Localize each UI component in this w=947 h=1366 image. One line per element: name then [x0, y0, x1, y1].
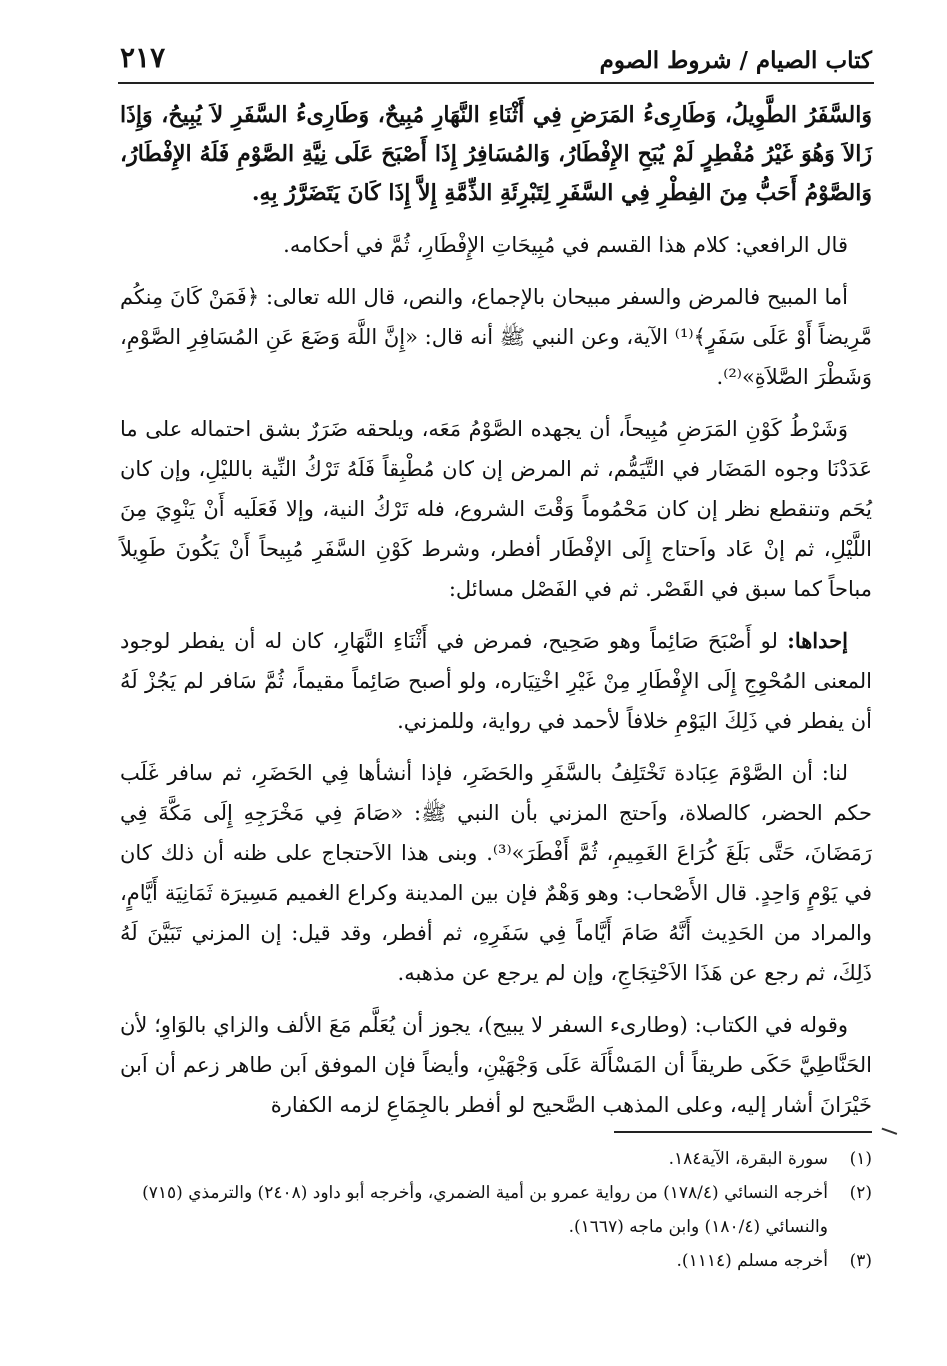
paragraph-text: لو أَصْبَحَ صَائِماً وهو صَحِيح، فمرض في أَثْنَاءِ النَّهَارِ، كان له أن يفطر لوجود المعنى المُحْوِجِ إِلَى الإِفْطَارِ مِنْ غَيْرِ اخْتِيَاره، ولو أصبح صَائِماً مقيماً، ثُمَّ سَافر لم يَجُزْ لَهُ أن يفطر في ذَلِكَ اليَوْمِ خلافاً لأحمد في رواية، وللمزني. [120, 629, 872, 733]
paragraph-text: وقوله في الكتاب: (وطارىء السفر لا يبيح)، يجوز أن يُعَلَّم مَعَ الألف والزاي بالوَاوِ؛ لأن الحَنَّاطِيَّ حَكَى طريقاً أن المَسْأَلَة عَلَى وَجْهَيْنِ، وأيضاً فإن الموفق اَبن طاهر زعم أن اَبن خَيْرَانَ أشار إليه، وعلى المذهب الصَّحيح لو أفطر بالجِمَاعِ لزمه الكفارة [120, 1013, 872, 1117]
matn-paragraph [120, 96, 872, 213]
footnote-number: (٣) [849, 1251, 872, 1271]
paragraph-text: لنا: أن الصَّوْمَ عِبَادة تَخْتَلِفُ بالسَّفَرِ والحَضَرِ، فإذا أنشأها فِي الحَضَرِ، ثم سافر غَلَب حكم الحضر، كالصلاة، واَحتج المزني بأن النبي ﷺ: «صَامَ فِي مَخْرَجِهِ إِلَى مَكَّةَ فِي رَمَضَانَ، حَتَّى بَلَغَ كُرَاعَ الغَمِيمِ، ثُمَّ أَفْطَرَ»⁽³⁾. وبنى هذا الاَحتجاج على ظنه أن ذلك كان في يَوْمٍ وَاحِدٍ. قال الأَصْحاب: وهو وَهْمٌ فإن بين المدينة وكراع الغميم مَسِيرَة ثَمَانِيَة أَيَّامٍ، والمراد من الحَدِيث أَنَّهُ صَامَ أَيَّاماً فِي سَفَرِهِ، ثم أفطر، وقد قيل: إن المزني تَبَيَّنَ لَهُ ذَلِكَ، ثم رجع عن هَذَا الاَحْتِجَاجِ، وإن لم يرجع عن مذهبه. [120, 761, 872, 985]
issue-lead: إحداها: [787, 628, 848, 653]
commentary-paragraph [120, 621, 872, 741]
header-divider [118, 82, 874, 84]
footnote-number: (٢) [849, 1183, 872, 1203]
paragraph-text: وَشَرْطُ كَوْنِ المَرَضِ مُبِيحاً، أن يجهده الصَّوْمُ مَعَه، ويلحقه ضَرَرٌ بشق احتماله على ما عَدَدْنَا وجوه المَضَار في التَّيَمُّم، ثم المرض إن كان مُطْبِقاً فَلَهُ تَرْكُ النِّية بالليْلِ، وإن كان يُحَم وتنقطع نظر إن كان مَحْمُوماً وَقْتَ الشروع، فله تَرْكُ النية، وإلا فَعَلَيه أَنْ يَنْوِيَ مِنَ اللَّيْلِ، ثم إنْ عَاد واَحتاج إِلَى الإفْطَار أفطر، وشرط كَوْنِ السَّفَرِ مُبِيحاً أَنْ يَكُونَ طَوِيلاً مباحاً كما سبق في القَصْر. ثم في الفَصْل مسائل: [120, 417, 872, 601]
main-text [120, 96, 872, 1137]
footnote-text: أخرجه مسلم (١١١٤). [676, 1251, 828, 1271]
paragraph-text: وَالسَّفَرُ الطَّوِيلُ، وَطَارِىءُ المَرَضِ فِي أَثْنَاءِ النَّهَارِ مُبِيحٌ، وَطَارِىءُ السَّفَرِ لاَ يُبِيحُ، وَإِذَا زَالاَ وَهُوَ غَيْرُ مُفْطِرٍ لَمْ يُبَحِ الإِفْطَارُ، وَالمُسَافِرُ إِذَا أَصْبَحَ عَلَى نِيَّةِ الصَّوْمِ فَلَهُ الإِفْطَارُ، وَالصَّوْمُ أَحَبُّ مِنَ الفِطْرِ فِي السَّفَرِ لِتَبْرِئَةِ الذِّمَّةِ إِلاَّ إِذَا كَانَ يَتَضَرَّرُ بِهِ. [120, 102, 872, 206]
commentary-paragraph [120, 277, 872, 397]
footnote-number: (١) [849, 1149, 872, 1169]
page-number: ٢١٧ [120, 41, 166, 74]
footnote [120, 1176, 872, 1244]
paragraph-text: أما المبيح فالمرض والسفر مبيحان بالإجماع، والنص، قال الله تعالى: ﴿فَمَنْ كَانَ مِنكُم مَّرِيضاً أَوْ عَلَى سَفَرٍ﴾⁽¹⁾ الآية، وعن النبي ﷺ أنه قال: «إِنَّ اللَّهَ وَضَعَ عَنِ المُسَافِرِ الصَّوْمِ، وَشَطْرَ الصَّلاَةِ»⁽²⁾. [120, 285, 873, 389]
footnote [120, 1142, 872, 1176]
scan-mark [879, 1128, 897, 1143]
footnote-text: أخرجه النسائي (١٧٨/٤) من رواية عمرو بن أمية الضمري، وأخرجه أبو داود (٢٤٠٨) والترمذي (٧١٥) والنسائي (١٨٠/٤) وابن ماجه (١٦٦٧). [142, 1183, 828, 1237]
commentary-paragraph [120, 753, 872, 993]
footnote-text: سورة البقرة، الآية١٨٤. [668, 1149, 828, 1169]
commentary-paragraph [120, 1005, 872, 1125]
commentary-paragraph [120, 225, 872, 265]
footnote [120, 1244, 872, 1278]
footnotes [120, 1142, 872, 1278]
running-title: كتاب الصيام / شروط الصوم [599, 47, 872, 74]
page-header [120, 34, 872, 74]
commentary-paragraph [120, 409, 872, 609]
footnote-divider [614, 1131, 872, 1133]
paragraph-text: قال الرافعي: كلام هذا القسم في مُبِيحَاتِ الإِفْطَارِ، ثُمَّ في أحكامه. [283, 233, 848, 257]
